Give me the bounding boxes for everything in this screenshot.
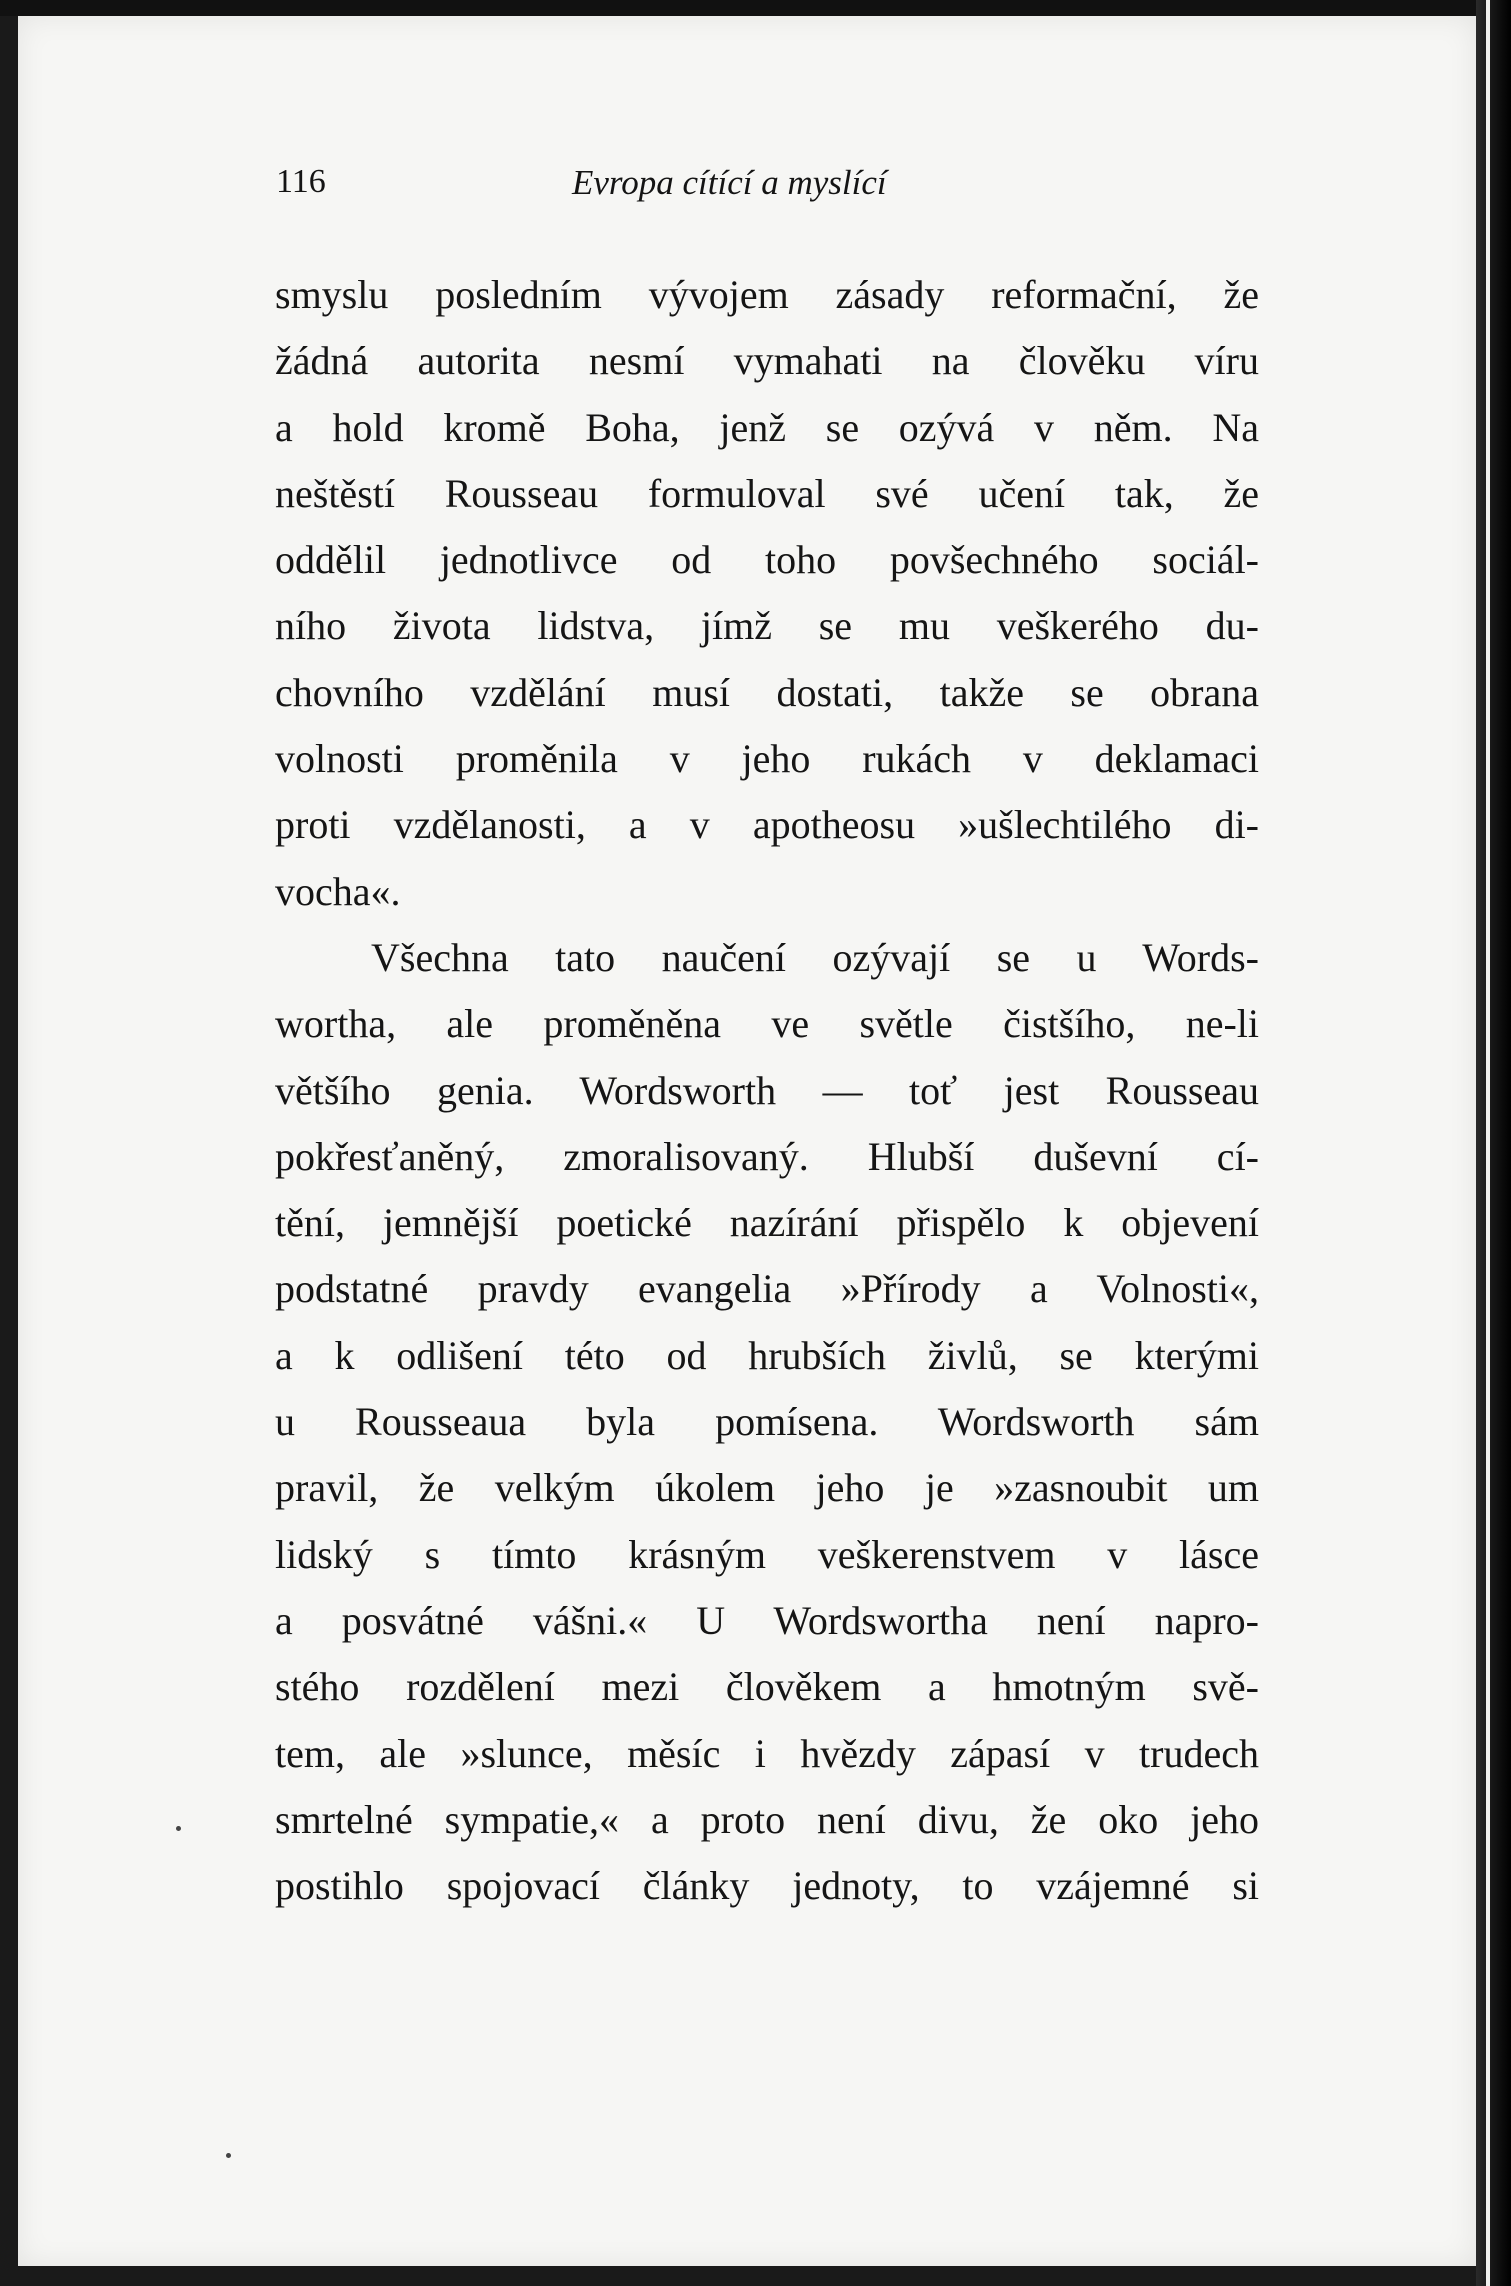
text-line: pravil, že velkým úkolem jeho je »zasnoubit um <box>275 1465 1259 1511</box>
page-edge-line <box>1486 0 1490 2286</box>
running-title: Evropa cítící a myslící <box>572 163 887 202</box>
text-line: a k odlišení této od hrubších živlů, se kterými <box>275 1332 1259 1378</box>
text-line: pokřesťaněný, zmoralisovaný. Hlubší duševní cí- <box>275 1133 1259 1179</box>
text-line: vocha«. <box>275 868 401 914</box>
text-line: většího genia. Wordsworth — toť jest Rousseau <box>275 1067 1259 1113</box>
text-line: volnosti proměnila v jeho rukách v deklamaci <box>275 736 1259 782</box>
page-header <box>276 163 1256 223</box>
text-line: žádná autorita nesmí vymahati na člověku víru <box>275 338 1259 384</box>
text-line: postihlo spojovací články jednoty, to vzájemné si <box>275 1863 1259 1909</box>
text-line: smrtelné sympatie,« a proto není divu, že oko jeho <box>275 1796 1259 1842</box>
text-line: stého rozdělení mezi člověkem a hmotným svě- <box>275 1664 1259 1710</box>
text-line: tění, jemnější poetické nazírání přispělo k objevení <box>275 1200 1259 1246</box>
body-text <box>275 262 1259 1922</box>
scan-speck <box>226 2153 231 2158</box>
text-line: a posvátné vášni.« U Wordswortha není napro- <box>275 1597 1259 1643</box>
text-line: lidský s tímto krásným veškerenstvem v lásce <box>275 1531 1259 1577</box>
scan-top-border <box>0 0 1511 16</box>
text-line: oddělil jednotlivce od toho povšechného sociál- <box>275 537 1259 583</box>
scan-speck <box>176 1826 181 1831</box>
text-line: ního života lidstva, jímž se mu veškerého du- <box>275 603 1259 649</box>
text-line: tem, ale »slunce, měsíc i hvězdy zápasí v trudech <box>275 1730 1259 1776</box>
text-line: wortha, ale proměněna ve světle čistšího, ne-li <box>275 1001 1259 1047</box>
text-line: chovního vzdělání musí dostati, takže se obrana <box>275 669 1259 715</box>
text-line: u Rousseaua byla pomísena. Wordsworth sám <box>275 1399 1259 1445</box>
text-line: a hold kromě Boha, jenž se ozývá v něm. Na <box>275 404 1259 450</box>
text-line: smyslu posledním vývojem zásady reformační, že <box>275 272 1259 317</box>
text-line: neštěstí Rousseau formuloval své učení tak, že <box>275 470 1259 516</box>
text-line: Všechna tato naučení ozývají se u Words- <box>371 934 1259 980</box>
text-line: podstatné pravdy evangelia »Přírody a Volnosti«, <box>275 1266 1259 1312</box>
scan-right-border <box>1476 0 1511 2286</box>
text-line: proti vzdělanosti, a v apotheosu »ušlechtilého di- <box>275 802 1259 848</box>
page-number: 116 <box>276 163 326 200</box>
